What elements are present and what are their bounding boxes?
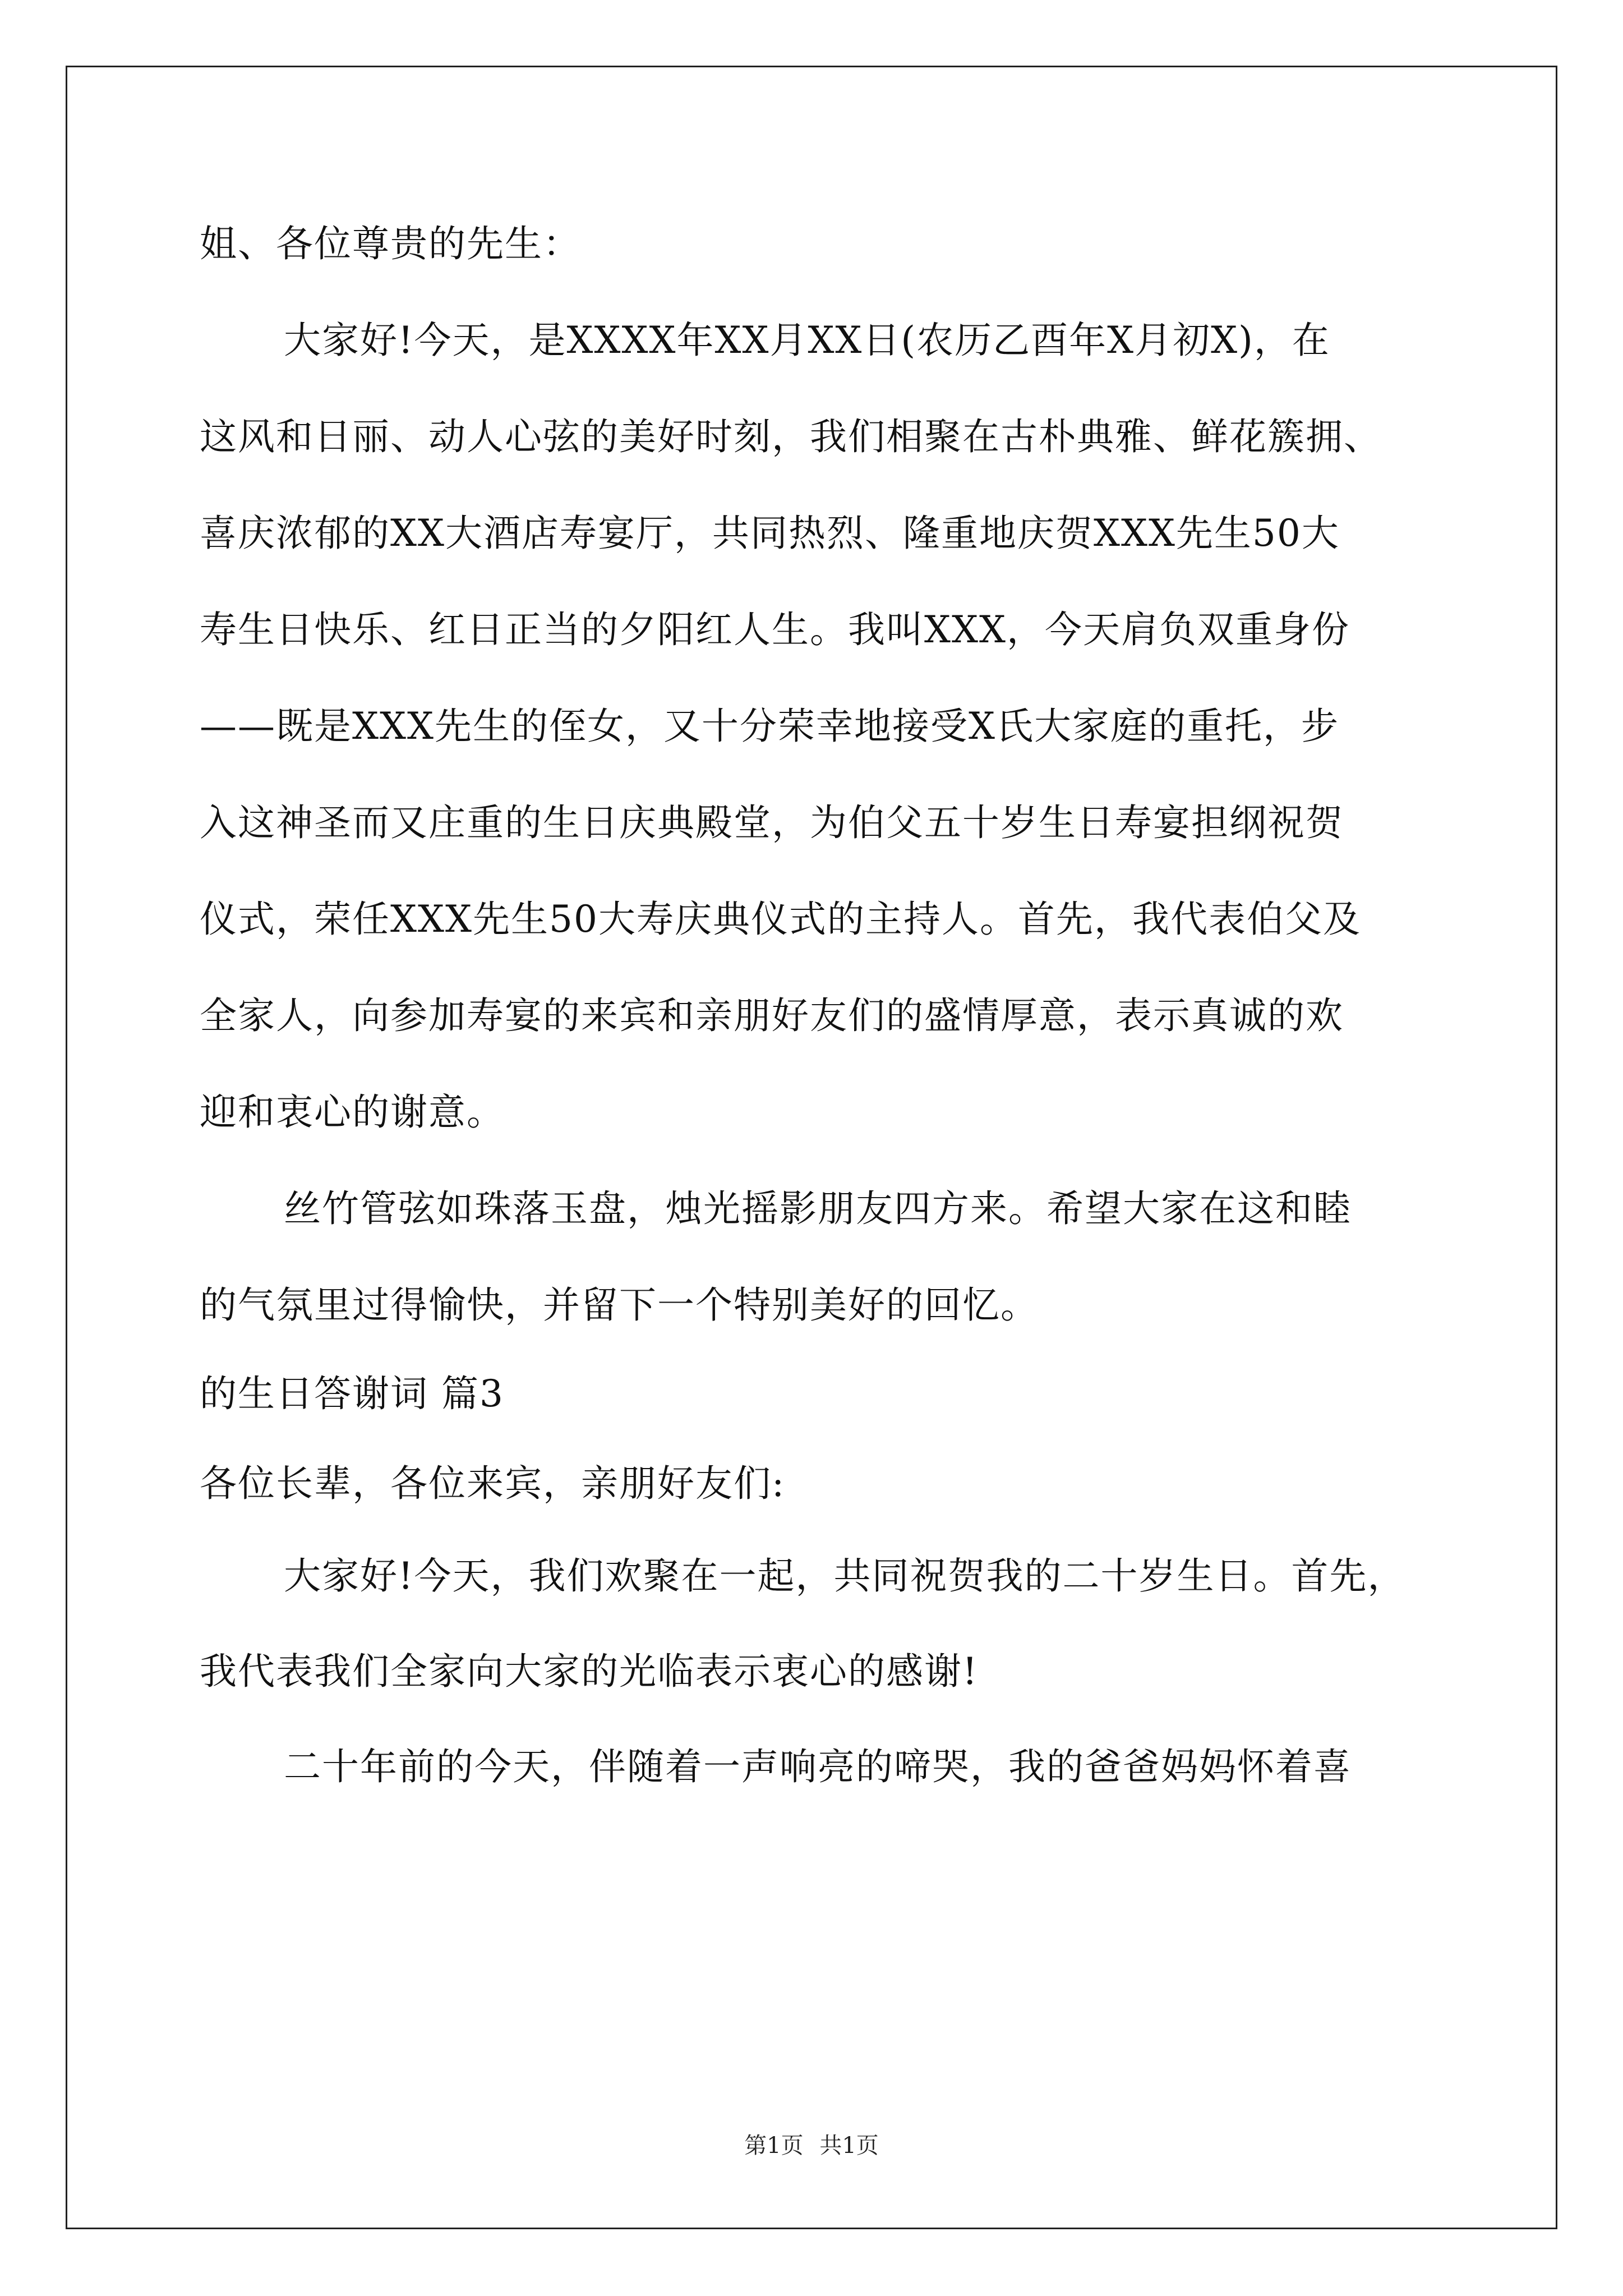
text-line: 二十年前的今天，伴随着一声响亮的啼哭，我的爸爸妈妈怀着喜 [284,1745,1352,1788]
page-footer [0,2132,1623,2160]
text-line: ——既是XXX先生的侄女，又十分荣幸地接受X氏大家庭的重托，步 [200,705,1339,748]
text-line: 寿生日快乐、红日正当的夕阳红人生。我叫XXX，今天肩负双重身份 [200,608,1350,651]
text-line: 入这神圣而又庄重的生日庆典殿堂，为伯父五十岁生日寿宴担纲祝贺 [200,801,1344,844]
page-number: 第1页 [744,2133,804,2159]
section-heading: 的生日答谢词 篇3 [200,1372,504,1415]
page-total: 共1页 [819,2133,879,2159]
text-line: 大家好!今天，我们欢聚在一起，共同祝贺我的二十岁生日。首先， [284,1554,1406,1598]
text-line: 这风和日丽、动人心弦的美好时刻，我们相聚在古朴典雅、鲜花簇拥、 [200,415,1382,458]
text-line: 我代表我们全家向大家的光临表示衷心的感谢! [200,1650,979,1693]
text-line: 喜庆浓郁的XX大酒店寿宴厅，共同热烈、隆重地庆贺XXX先生50大 [200,512,1340,555]
text-line: 丝竹管弦如珠落玉盘，烛光摇影朋友四方来。希望大家在这和睦 [284,1187,1352,1230]
text-line: 姐、各位尊贵的先生： [200,222,581,265]
text-line: 迎和衷心的谢意。 [200,1091,505,1134]
text-line: 各位长辈，各位来宾，亲朋好友们: [200,1462,786,1505]
page-border [66,66,1557,2229]
text-line: 全家人，向参加寿宴的来宾和亲朋好友们的盛情厚意，表示真诚的欢 [200,994,1344,1037]
text-line: 大家好!今天，是XXXX年XX月XX日(农历乙酉年X月初X)，在 [284,319,1330,362]
text-line: 的气氛里过得愉快，并留下一个特别美好的回忆。 [200,1283,1039,1327]
text-line: 仪式，荣任XXX先生50大寿庆典仪式的主持人。首先，我代表伯父及 [200,898,1361,941]
